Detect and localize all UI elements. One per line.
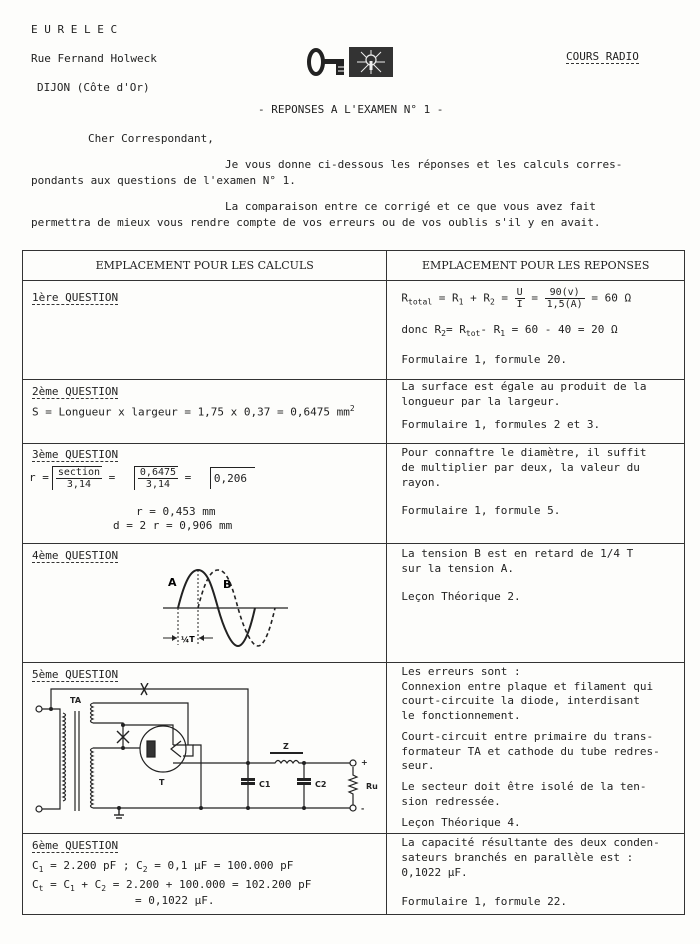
intro-paragraph-1-line-1: Je vous donne ci-dessous les réponses et les calculs corres- [225,158,623,171]
label-c2: C2 [315,780,327,789]
choke-wire [248,761,353,764]
c1-plate-2 [241,782,255,785]
load-resistor [349,767,357,805]
q5-title: 5ème QUESTION [32,668,119,681]
table-row-q3 [23,444,685,544]
heater-winding [91,703,94,723]
junction-dot [246,761,250,765]
input-terminal-bottom [36,806,42,812]
q3-radius: r = 0,453 mm [136,505,216,518]
q5-response-line-9: sion redressée. [401,795,501,808]
q5-response-line-1: Les erreurs sont : [401,665,521,678]
q1-l2-d: = 60 - 40 = 20 Ω [511,323,618,336]
q5-response-line-2: Connexion entre plaque et filament qui [401,680,654,693]
q1-r-eq2: = [501,291,509,305]
tube-plate [147,741,155,757]
q6-title: 6ème QUESTION [32,839,119,852]
table-row-q1 [23,281,685,380]
street-address: Rue Fernand Holweck [31,52,157,65]
q3-diameter: d = 2 r = 0,906 mm [113,519,233,532]
q2-reference: Formulaire 1, formules 2 et 3. [401,418,601,431]
q2-calc-text: S = Longueur x largeur = 1,75 x 0,37 = 0,6475 mm [32,405,350,419]
q1-calc-cell [23,281,387,380]
table-header-row [23,251,685,281]
q5-resp-cell [387,663,685,834]
q2-calculation [32,404,355,419]
header-calc-cell [23,251,387,281]
table-row-q4 [23,544,685,663]
q2-resp-cell [387,380,685,444]
q6-l2-b: = C [50,878,70,891]
q3-response-line-2: de multiplier par deux, la valeur du [401,461,640,474]
q3-sqrt-1 [52,466,102,490]
q6-l2-s1: 1 [69,884,75,894]
junction-dot [199,806,203,810]
q6-line-3: = 0,1022 µF. [135,894,215,907]
quarter-period-label: ¼T [181,635,195,644]
exam-title: - REPONSES A L'EXAMEN N° 1 - [258,103,444,116]
q6-calc-cell [23,834,387,915]
rectifier-circuit-diagram [23,683,385,833]
q1-result: = 60 Ω [591,291,632,305]
input-terminal-top [36,706,42,712]
q6-response-line-3: 0,1022 µF. [401,866,468,879]
q1-line2 [401,323,617,338]
q6-l1-a: C [32,859,39,872]
arrowhead-right-icon [199,635,204,641]
q1-r-sub: total [408,297,433,307]
table-row-q5 [23,663,685,834]
junction-dot [246,806,250,810]
q6-reference: Formulaire 1, formule 22. [401,895,567,908]
q5-response-line-5: Court-circuit entre primaire du trans- [401,730,654,743]
q3-f1-den: 3,14 [66,479,91,490]
plate-filament-short [173,745,193,756]
q3-f2-num: 0,6475 [139,467,177,478]
q3-title: 3ème QUESTION [32,448,119,461]
phase-shift-diagram [123,560,303,660]
q1-l2-tot: tot [465,329,481,339]
q1-u: U [516,287,523,298]
q1-l2-s1: 1 [500,329,506,339]
q5-response-line-3: court-circuite la diode, interdisant [401,694,640,707]
q1-num: 90(v) [545,287,585,299]
col-header-responses: EMPLACEMENT POUR LES REPONSES [421,259,650,272]
q6-l2-a: C [32,878,39,891]
q5-response-line-8: Le secteur doit être isolé de la ten- [401,780,647,793]
q1-den: 1,5(A) [546,299,583,310]
c2-plate-2 [297,782,311,785]
heater-wire-top [93,703,188,745]
company-name: E U R E L E C [31,23,118,36]
intro-paragraph-2-line-1: La comparaison entre ce corrigé et ce que vous avez fait [225,200,596,213]
high-voltage-winding [91,748,94,808]
col-header-calculations: EMPLACEMENT POUR LES CALCULS [95,259,314,272]
intro-paragraph-1-line-2: pondants aux questions de l'examen N° 1. [31,174,296,187]
q6-l2-s2: 2 [101,884,107,894]
q4-reference: Leçon Théorique 2. [401,590,521,603]
q1-i: I [516,299,523,310]
intro-paragraph-2-line-2: permettra de mieux vous rendre compte de vos erreurs ou de vos oublis s'il y en avait. [31,216,601,229]
q2-title: 2ème QUESTION [32,385,119,398]
q1-r-s1: 1 [458,297,464,307]
q2-response-line-1: La surface est égale au produit de la [401,380,647,393]
q6-l1-b: = 2.200 pF ; C [50,859,143,872]
q3-r-eq: r = [29,471,49,484]
label-minus: - [361,804,365,813]
table-row-q2 [23,380,685,444]
primary-winding [63,713,66,801]
q5-response-line-6: formateur TA et cathode du tube redres- [401,745,660,758]
output-terminal-plus [350,760,356,766]
q3-frac-2 [138,467,178,490]
q4-response-line-2: sur la tension A. [401,562,515,575]
q3-resp-cell [387,444,685,544]
q4-response-line-1: La tension B est en retard de 1/4 T [401,547,634,560]
q3-f1-num: section [57,467,101,478]
city-address: DIJON (Côte d'Or) [37,81,150,94]
c2-plate-1 [297,778,311,781]
q3-formula [29,466,255,490]
q5-calc-cell [23,663,387,834]
q1-formula [401,287,631,310]
key-logo-icon [307,45,395,78]
junction-dot [121,746,125,750]
q6-l2-st: t [38,884,44,894]
q1-r-label: R [401,291,409,305]
q3-eq2: = [184,471,192,484]
q6-l2-c: + C [81,878,102,891]
q3-eq1: = [108,471,116,484]
q4-resp-cell [387,544,685,663]
q1-l2-b: = R [446,323,466,336]
q1-r-eq: = R [438,291,459,305]
q5-response-line-4: le fonctionnement. [401,709,521,722]
q6-l1-c: = 0,1 µF = 100.000 pF [154,859,294,872]
wave-b-label: B [223,578,232,591]
q3-response-line-1: Pour connaftre le diamètre, il suffit [401,446,647,459]
q1-reference: Formulaire 1, formule 20. [401,353,567,366]
wave-a-label: A [168,576,177,589]
q2-calc-cell [23,380,387,444]
q3-f3: 0,206 [213,472,248,485]
q1-r-plus: + R [470,291,490,305]
label-ta: TA [70,696,82,705]
q1-title: 1ère QUESTION [32,291,119,304]
answers-table [22,250,685,915]
junction-dot [302,806,306,810]
eurelec-logo [307,45,395,78]
q5-response-line-7: seur. [401,759,435,772]
q5-reference: Leçon Théorique 4. [401,816,521,829]
salutation: Cher Correspondant, [88,132,214,145]
q2-response-line-2: longueur par la largeur. [401,395,561,408]
primary-wire [42,709,60,809]
q3-sqrt-2 [134,466,178,490]
course-title: COURS RADIO [566,50,639,63]
q1-r-s2: 2 [489,297,495,307]
label-t: T [159,778,165,787]
junction-dot [121,723,125,727]
c1-plate-1 [241,778,255,781]
q6-resp-cell [387,834,685,915]
label-plus: + [361,758,368,767]
q3-reference: Formulaire 1, formule 5. [401,504,561,517]
q4-calc-cell [23,544,387,663]
q4-title: 4ème QUESTION [32,549,119,562]
junction-dot [302,761,306,765]
q6-l1-s1: 1 [38,865,44,875]
cathode-wire [193,745,201,808]
q1-l2-a: donc R [401,323,442,336]
q2-calc-sup: 2 [349,404,355,413]
label-z: Z [283,742,289,751]
q1-eq3: = [531,291,538,305]
q3-response-line-3: rayon. [401,476,442,489]
q6-line-1 [32,859,293,874]
q1-fraction-ui [515,287,525,310]
q6-response-line-1: La capacité résultante des deux conden- [401,836,660,849]
q1-l2-s2: 2 [441,329,446,339]
label-ru: Ru [366,782,378,791]
q1-l2-c: - R [480,323,501,336]
header-resp-cell [387,251,685,281]
q3-calc-cell [23,444,387,544]
q3-f2-den: 3,14 [145,479,171,490]
q6-l1-s2: 2 [142,865,148,875]
label-c1: C1 [259,780,271,789]
q3-sqrt-3 [210,467,255,489]
q1-fraction-values [545,287,585,310]
q6-line-2 [32,878,311,893]
arrowhead-left-icon [172,635,177,641]
q6-response-line-2: sateurs branchés en parallèle est : [401,851,634,864]
q6-l2-d: = 2.200 + 100.000 = 102.200 pF [112,878,312,891]
q1-resp-cell [387,281,685,380]
q3-frac-1 [56,467,102,490]
table-row-q6 [23,834,685,915]
output-terminal-minus [350,805,356,811]
junction-dot [49,707,53,711]
